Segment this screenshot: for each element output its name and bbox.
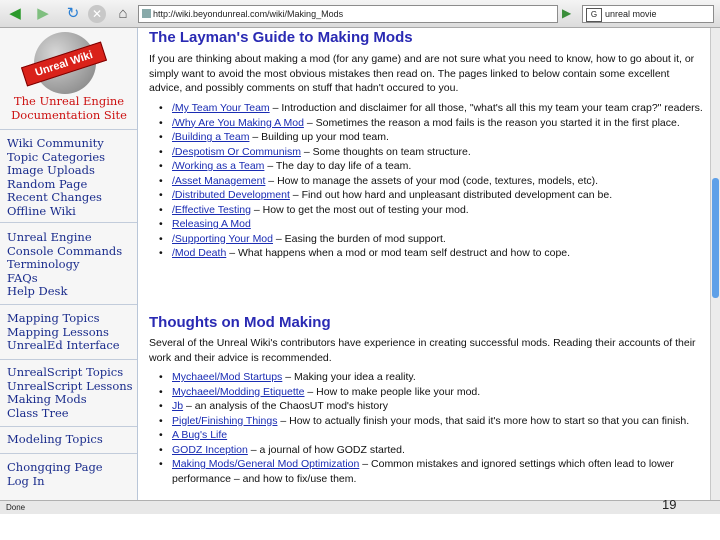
- main-content: [140, 28, 710, 500]
- thought-link[interactable]: Making Mods/General Mod Optimization: [172, 458, 360, 470]
- item-description: – Building up your mod team.: [249, 131, 389, 143]
- guide-link[interactable]: /Mod Death: [172, 247, 227, 259]
- slide-page-number: 19: [662, 497, 677, 512]
- sidebar-item-console-commands[interactable]: Console Commands: [7, 243, 123, 258]
- favicon-icon: [142, 9, 151, 18]
- nav-group-unrealscript: [7, 366, 135, 420]
- site-name: [4, 94, 134, 122]
- guide-link[interactable]: /My Team Your Team: [172, 102, 270, 114]
- sidebar-item-faqs[interactable]: FAQs: [7, 270, 38, 285]
- sidebar-item-log-in[interactable]: Log In: [7, 473, 45, 488]
- sidebar-divider: [0, 129, 137, 130]
- nav-group-user: [7, 461, 135, 488]
- guide-link[interactable]: Releasing A Mod: [172, 218, 251, 230]
- go-icon[interactable]: ▶: [562, 6, 572, 20]
- item-description: – Some thoughts on team structure.: [300, 145, 471, 158]
- list-item: [149, 174, 705, 189]
- thought-link[interactable]: A Bug's Life: [172, 429, 228, 441]
- sidebar-item-unrealscript-topics[interactable]: UnrealScript Topics: [7, 365, 124, 379]
- list-item: [149, 246, 705, 261]
- sidebar-item-unrealed-interface[interactable]: UnrealEd Interface: [7, 338, 120, 352]
- stop-icon[interactable]: ✕: [88, 5, 106, 23]
- item-description: – Introduction and disclaimer for all those, "what's all this my team your team crap?" readers.: [269, 102, 703, 114]
- sidebar-item-help-desk[interactable]: Help Desk: [7, 284, 68, 298]
- guide-link[interactable]: /Building a Team: [172, 131, 250, 143]
- sidebar-item-topic-categories[interactable]: Topic Categories: [7, 149, 106, 164]
- section-intro: Several of the Unreal Wiki's contributors have experience in creating successful mods. Reading their accounts of their work and their advice is recommended.: [149, 337, 696, 364]
- intro-paragraph: If you are thinking about making a mod (for any game) and are not sure what you need to know, how to go about it, or simply want to avoid the most obvious mistakes then read on. The pages linked to below contain some excellent advice, and possibly comments on stuff that hadn't occured to you.: [149, 53, 695, 94]
- reload-icon[interactable]: ↻: [66, 5, 80, 22]
- logo-text: Unreal Wiki: [21, 42, 107, 87]
- guide-link[interactable]: /Why Are You Making A Mod: [172, 116, 304, 129]
- sidebar-divider: [0, 453, 137, 454]
- thought-link[interactable]: Mychaeel/Mod Startups: [172, 371, 283, 383]
- sidebar-item-random-page[interactable]: Random Page: [7, 176, 88, 191]
- page-title: The Layman's Guide to Making Mods: [149, 29, 413, 46]
- sidebar-item-mapping-topics[interactable]: Mapping Topics: [7, 311, 100, 325]
- sidebar-divider: [0, 222, 137, 223]
- item-description: – Sometimes the reason a mod fails is the reason you started it in the first place.: [303, 116, 680, 129]
- nav-group-engine: [7, 231, 135, 299]
- address-bar[interactable]: [138, 5, 558, 23]
- sidebar-divider: [0, 359, 137, 360]
- list-item: [149, 116, 705, 131]
- thoughts-list: [149, 370, 705, 486]
- item-description: – The day to day life of a team.: [264, 160, 412, 172]
- nav-group-wiki: [7, 137, 135, 218]
- list-item: [149, 399, 705, 414]
- list-item: [149, 232, 705, 247]
- sidebar-divider: [0, 304, 137, 305]
- sidebar-item-recent-changes[interactable]: Recent Changes: [7, 190, 102, 204]
- sidebar-item-image-uploads[interactable]: Image Uploads: [7, 163, 95, 177]
- status-bar: [0, 500, 720, 514]
- list-item: [149, 188, 705, 203]
- home-icon[interactable]: ⌂: [118, 5, 128, 22]
- item-description: – How to get the most out of testing your mod.: [251, 203, 469, 216]
- item-description: – How to make people like your mod.: [304, 385, 481, 398]
- thought-link[interactable]: Jb: [172, 400, 184, 412]
- list-item: [149, 457, 705, 486]
- sidebar-item-unreal-engine[interactable]: Unreal Engine: [7, 230, 92, 244]
- item-description: – Find out how hard and unpleasant distributed development can be.: [289, 189, 613, 201]
- list-item: [149, 443, 705, 458]
- guide-link[interactable]: /Asset Management: [172, 174, 266, 187]
- search-input[interactable]: [582, 5, 714, 23]
- site-logo[interactable]: [20, 32, 120, 92]
- browser-toolbar: [0, 0, 720, 28]
- list-item: [149, 217, 705, 232]
- search-engine-icon[interactable]: G: [586, 8, 602, 22]
- sidebar-item-offline-wiki[interactable]: Offline Wiki: [7, 203, 76, 218]
- section-heading: Thoughts on Mod Making: [149, 314, 331, 331]
- list-item: [149, 370, 705, 385]
- guide-link[interactable]: /Despotism Or Communism: [172, 145, 301, 158]
- sidebar-item-unrealscript-lessons[interactable]: UnrealScript Lessons: [7, 378, 133, 393]
- thought-link[interactable]: Piglet/Finishing Things: [172, 414, 278, 427]
- item-description: – What happens when a mod or mod team self destruct and how to cope.: [226, 247, 571, 259]
- item-description: – How to actually finish your mods, that said it's more how to start so that you can finish.: [277, 414, 690, 427]
- vertical-scrollbar[interactable]: [710, 28, 720, 500]
- site-name-line1: The Unreal Engine: [13, 94, 125, 108]
- list-item: [149, 414, 705, 429]
- thought-link[interactable]: Mychaeel/Modding Etiquette: [172, 385, 305, 398]
- sidebar-item-class-tree[interactable]: Class Tree: [7, 405, 69, 420]
- guide-link[interactable]: /Supporting Your Mod: [172, 232, 273, 245]
- guide-link[interactable]: /Distributed Development: [172, 189, 290, 201]
- list-item: [149, 203, 705, 218]
- item-description: – Easing the burden of mod support.: [273, 232, 446, 245]
- sidebar-item-terminology[interactable]: Terminology: [7, 257, 80, 271]
- list-item: [149, 428, 705, 443]
- forward-icon[interactable]: ▶: [37, 5, 49, 22]
- guide-list: [149, 101, 705, 261]
- guide-link[interactable]: /Effective Testing: [172, 203, 251, 216]
- status-text: Done: [6, 503, 26, 512]
- sidebar-item-chongqing-page[interactable]: Chongqing Page: [7, 460, 103, 474]
- url-text: http://wiki.beyondunreal.com/wiki/Making_Mods: [153, 9, 344, 19]
- scrollbar-thumb[interactable]: [712, 178, 719, 298]
- list-item: [149, 101, 705, 116]
- thought-link[interactable]: GODZ Inception: [172, 443, 248, 456]
- item-description: – a journal of how GODZ started.: [247, 443, 405, 456]
- list-item: [149, 385, 705, 400]
- back-icon[interactable]: ◀: [9, 5, 21, 22]
- item-description: – How to manage the assets of your mod (code, textures, models, etc).: [265, 174, 599, 187]
- list-item: [149, 145, 705, 160]
- item-description: – Common mistakes and ignored settings which often lead to lower performance – and how to fix/use them.: [172, 458, 674, 485]
- item-description: – an analysis of the ChaosUT mod's history: [183, 400, 389, 412]
- list-item: [149, 159, 705, 174]
- item-description: – Making your idea a reality.: [282, 371, 416, 383]
- sidebar-item-modeling-topics[interactable]: Modeling Topics: [7, 432, 103, 446]
- nav-group-mapping: [7, 312, 135, 353]
- sidebar-item-making-mods[interactable]: Making Mods: [7, 392, 87, 406]
- sidebar-item-mapping-lessons[interactable]: Mapping Lessons: [7, 324, 109, 339]
- site-name-line2: Documentation Site: [11, 108, 127, 122]
- list-item: [149, 130, 705, 145]
- sidebar-item-wiki-community[interactable]: Wiki Community: [7, 136, 104, 150]
- sidebar-divider: [0, 426, 137, 427]
- sidebar: [0, 28, 138, 500]
- guide-link[interactable]: /Working as a Team: [172, 160, 265, 172]
- search-value: unreal movie: [605, 9, 657, 19]
- nav-group-modeling: [7, 433, 135, 447]
